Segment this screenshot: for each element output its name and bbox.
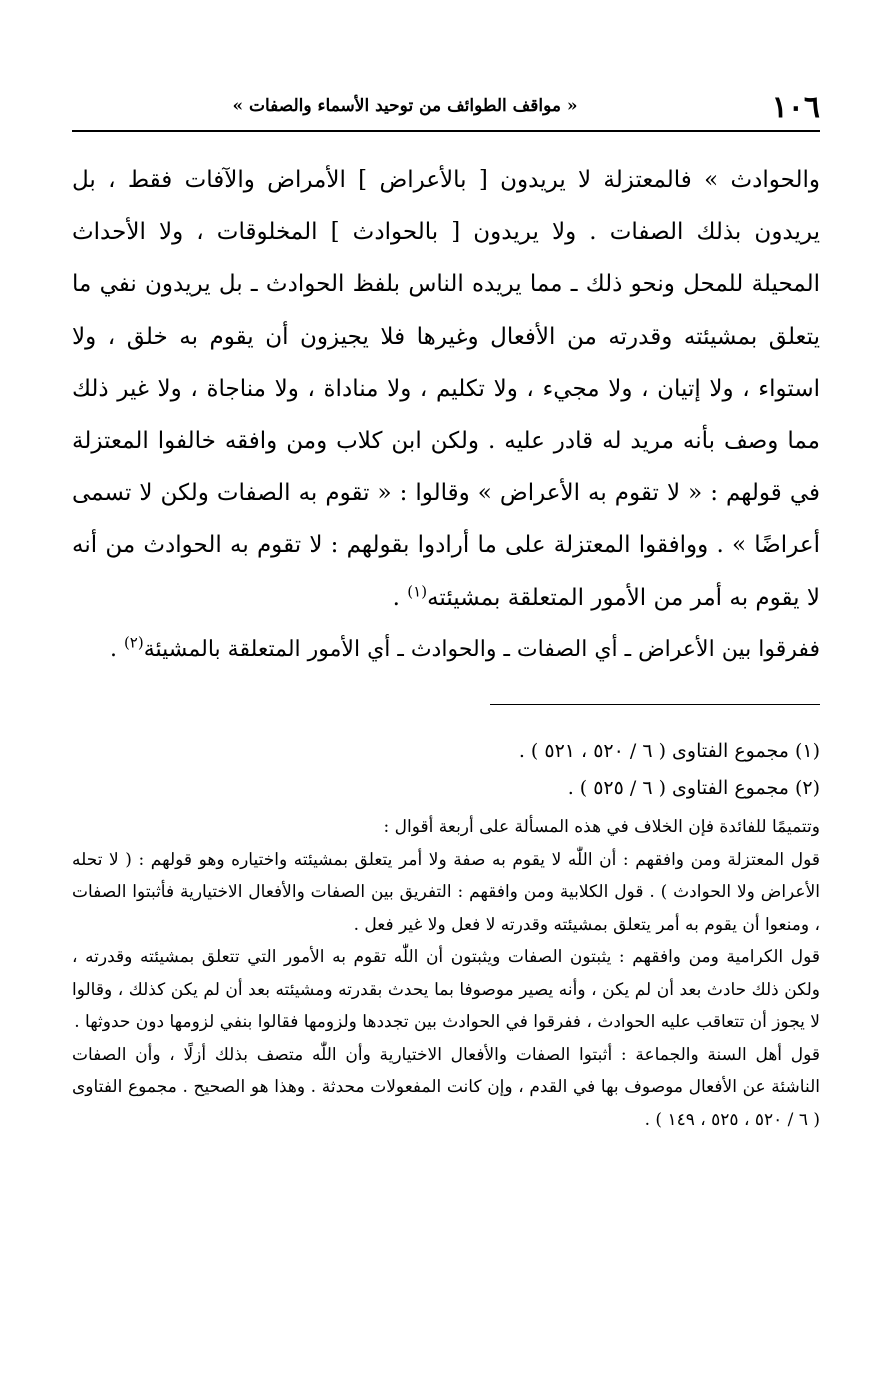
footnote-view-karramiyya: قول الكرامية ومن وافقهم : يثبتون الصفات ويثبتون أن اللّٰه تقوم به الأمور التي تتعلق بمشيئته وقدرته ، ولكن ذلك حادث بعد أن لم يكن ، وأنه يصير موصوفا بما يحدث بقدرته ومشيئته بعد أن لم يكن كذلك ، وقالوا لا يجوز أن تتعاقب عليه الحوادث ، ففرقوا في الحوادث بين تجددها ولزومها فقالوا بنفي لزومها دون حدوثها . <box>72 947 820 1032</box>
page-number: ١٠٦ <box>771 90 820 125</box>
main-text <box>72 154 820 676</box>
footnote-separator <box>490 704 820 705</box>
paragraph-end: . <box>392 584 408 611</box>
footnote-1: (١) مجموع الفتاوى ( ٦ / ٥٢٠ ، ٥٢١ ) . <box>518 740 820 762</box>
body-paragraph-text: والحوادث » فالمعتزلة لا يريدون [ بالأعراض ] الأمراض والآفات فقط ، بل يريدون بذلك الصفات . ولا يريدون [ بالحوادث ] المخلوقات ، ولا الأحداث المحيلة للمحل ونحو ذلك ـ مما يريده الناس بلفظ الحوادث ـ بل يريدون نفي ما يتعلق بمشيئته وقدرته من الأفعال وغيرها فلا يجيزون أن يقوم به خلق ، ولا استواء ، ولا إتيان ، ولا مجيء ، ولا تكليم ، ولا مناداة ، ولا مناجاة ، ولا غير ذلك مما وصف بأنه مريد له قادر عليه . ولكن ابن كلاب ومن وافقه خالفوا المعتزلة في قولهم : « لا تقوم به الأعراض » وقالوا : « تقوم به الصفات ولكن لا تسمى أعراضًا » . ووافقوا المعتزلة على ما أرادوا بقولهم : لا تقوم به الحوادث من أنه لا يقوم به أمر من الأمور المتعلقة بمشيئته <box>72 167 820 611</box>
footnote-intro: وتتميمًا للفائدة فإن الخلاف في هذه المسألة على أربعة أقوال : <box>383 817 820 837</box>
footnote-2: (٢) مجموع الفتاوى ( ٦ / ٥٢٥ ) . <box>567 777 820 799</box>
body-paragraph <box>72 624 820 676</box>
paragraph-end: . <box>109 636 124 662</box>
running-title: « مواقف الطوائف من توحيد الأسماء والصفات » <box>232 96 578 116</box>
body-paragraph <box>72 154 820 624</box>
footnote-view-mutazila-kullabiyya: قول المعتزلة ومن وافقهم : أن اللّٰه لا يقوم به صفة ولا أمر يتعلق بمشيئته واختياره وهو قولهم : ( لا تحله الأعراض ولا الحوادث ) . قول الكلابية ومن وافقهم : التفريق بين الصفات والأفعال الاختيارية فأثبتوا الصفات ، ومنعوا أن يقوم به أمر يتعلق بمشيئته وقدرته لا فعل ولا غير فعل . <box>72 849 820 935</box>
page-header <box>72 88 820 128</box>
footnote-reference: (٢) <box>123 633 144 652</box>
footnotes <box>72 733 820 1136</box>
header-rule <box>72 130 820 132</box>
body-paragraph-text: ففرقوا بين الأعراض ـ أي الصفات ـ والحوادث ـ أي الأمور المتعلقة بالمشيئة <box>143 636 820 662</box>
footnote-reference: (١) <box>407 581 428 600</box>
footnote-view-ahl-al-sunna: قول أهل السنة والجماعة : أثبتوا الصفات والأفعال الاختيارية وأن اللّٰه متصف بذلك أزلًا ، وأن الصفات الناشئة عن الأفعال موصوف بها في القدم ، وإن كانت المفعولات محدثة . وهذا هو الصحيح . مجموع الفتاوى ( ٦ / ٥٢٠ ، ٥٢٥ ، ١٤٩ ) . <box>72 1044 820 1130</box>
